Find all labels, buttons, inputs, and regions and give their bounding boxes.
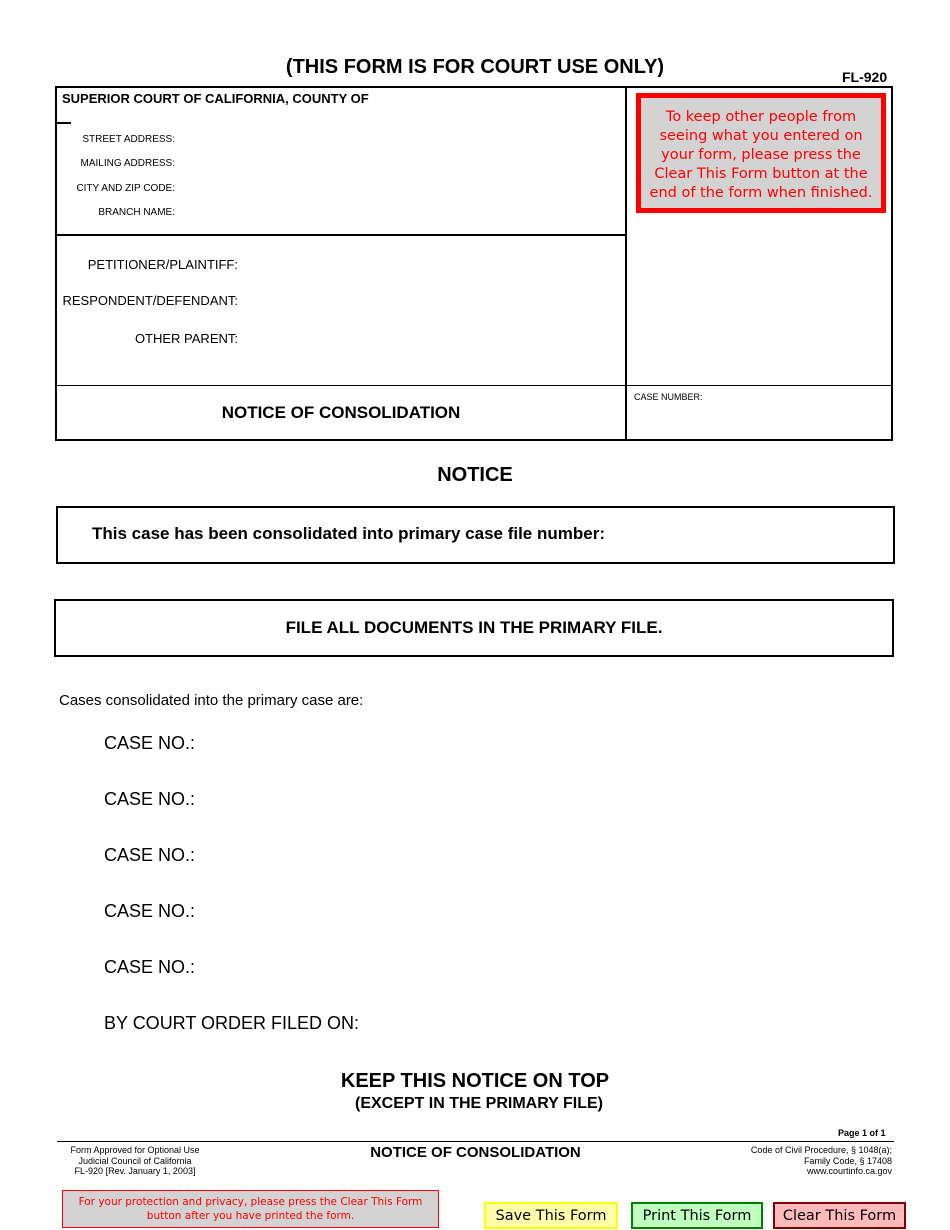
court-order-label: BY COURT ORDER FILED ON:: [104, 1013, 360, 1033]
footer-left-line: Form Approved for Optional Use: [70, 1145, 200, 1155]
privacy-notice-box: To keep other people from seeing what you entered on your form, please press the Clear This Form button at the end of the form when finished.: [636, 93, 886, 213]
form-id: FL-920: [842, 69, 888, 85]
court-use-only-heading: (THIS FORM IS FOR COURT USE ONLY): [285, 56, 665, 78]
county-field-marker: [57, 122, 71, 124]
caption-divider-court: [55, 234, 626, 236]
file-all-text: FILE ALL DOCUMENTS IN THE PRIMARY FILE.: [285, 618, 663, 637]
caption-divider-title: [55, 385, 893, 386]
cases-intro: Cases consolidated into the primary case are:: [59, 692, 364, 709]
consolidated-text: This case has been consolidated into primary case file number:: [92, 524, 605, 543]
case-no-label-1: CASE NO.:: [104, 733, 196, 753]
caption-divider-vertical: [625, 86, 627, 441]
branch-name-label: BRANCH NAME:: [98, 207, 175, 218]
street-address-label: STREET ADDRESS:: [82, 134, 175, 145]
notice-heading: NOTICE: [437, 464, 513, 486]
save-form-button[interactable]: Save This Form: [484, 1202, 618, 1229]
city-zip-label: CITY AND ZIP CODE:: [76, 183, 175, 194]
keep-on-top-subheading: (EXCEPT IN THE PRIMARY FILE): [354, 1095, 603, 1112]
case-no-label-4: CASE NO.:: [104, 901, 196, 921]
case-no-label-5: CASE NO.:: [104, 957, 196, 977]
other-parent-label: OTHER PARENT:: [134, 331, 238, 346]
clear-form-button[interactable]: Clear This Form: [773, 1202, 906, 1229]
mailing-address-label: MAILING ADDRESS:: [80, 158, 175, 169]
case-number-label: CASE NUMBER:: [634, 392, 703, 402]
footer-left-line: FL-920 [Rev. January 1, 2003]: [74, 1166, 196, 1176]
footer-privacy-notice: For your protection and privacy, please press the Clear This Form button after you have printed the form.: [62, 1190, 439, 1228]
case-no-label-3: CASE NO.:: [104, 845, 196, 865]
print-form-button[interactable]: Print This Form: [631, 1202, 763, 1229]
court-name-label: SUPERIOR COURT OF CALIFORNIA, COUNTY OF: [62, 91, 369, 106]
footer-left-line: Judicial Council of California: [78, 1155, 192, 1166]
page-indicator: Page 1 of 1: [838, 1128, 886, 1138]
keep-on-top-heading: KEEP THIS NOTICE ON TOP: [340, 1070, 610, 1092]
footer-rule: [57, 1141, 894, 1142]
footer-title: NOTICE OF CONSOLIDATION: [370, 1144, 581, 1161]
footer-right-line: Code of Civil Procedure, § 1048(a);: [750, 1145, 892, 1155]
footer-right-line: Family Code, § 17408: [803, 1155, 892, 1166]
case-no-label-2: CASE NO.:: [104, 789, 196, 809]
form-title: NOTICE OF CONSOLIDATION: [221, 403, 461, 422]
respondent-label: RESPONDENT/DEFENDANT:: [62, 293, 238, 308]
petitioner-label: PETITIONER/PLAINTIFF:: [87, 257, 238, 272]
footer-right-line: www.courtinfo.ca.gov: [806, 1166, 892, 1176]
footer-legal-refs: [692, 1145, 892, 1177]
